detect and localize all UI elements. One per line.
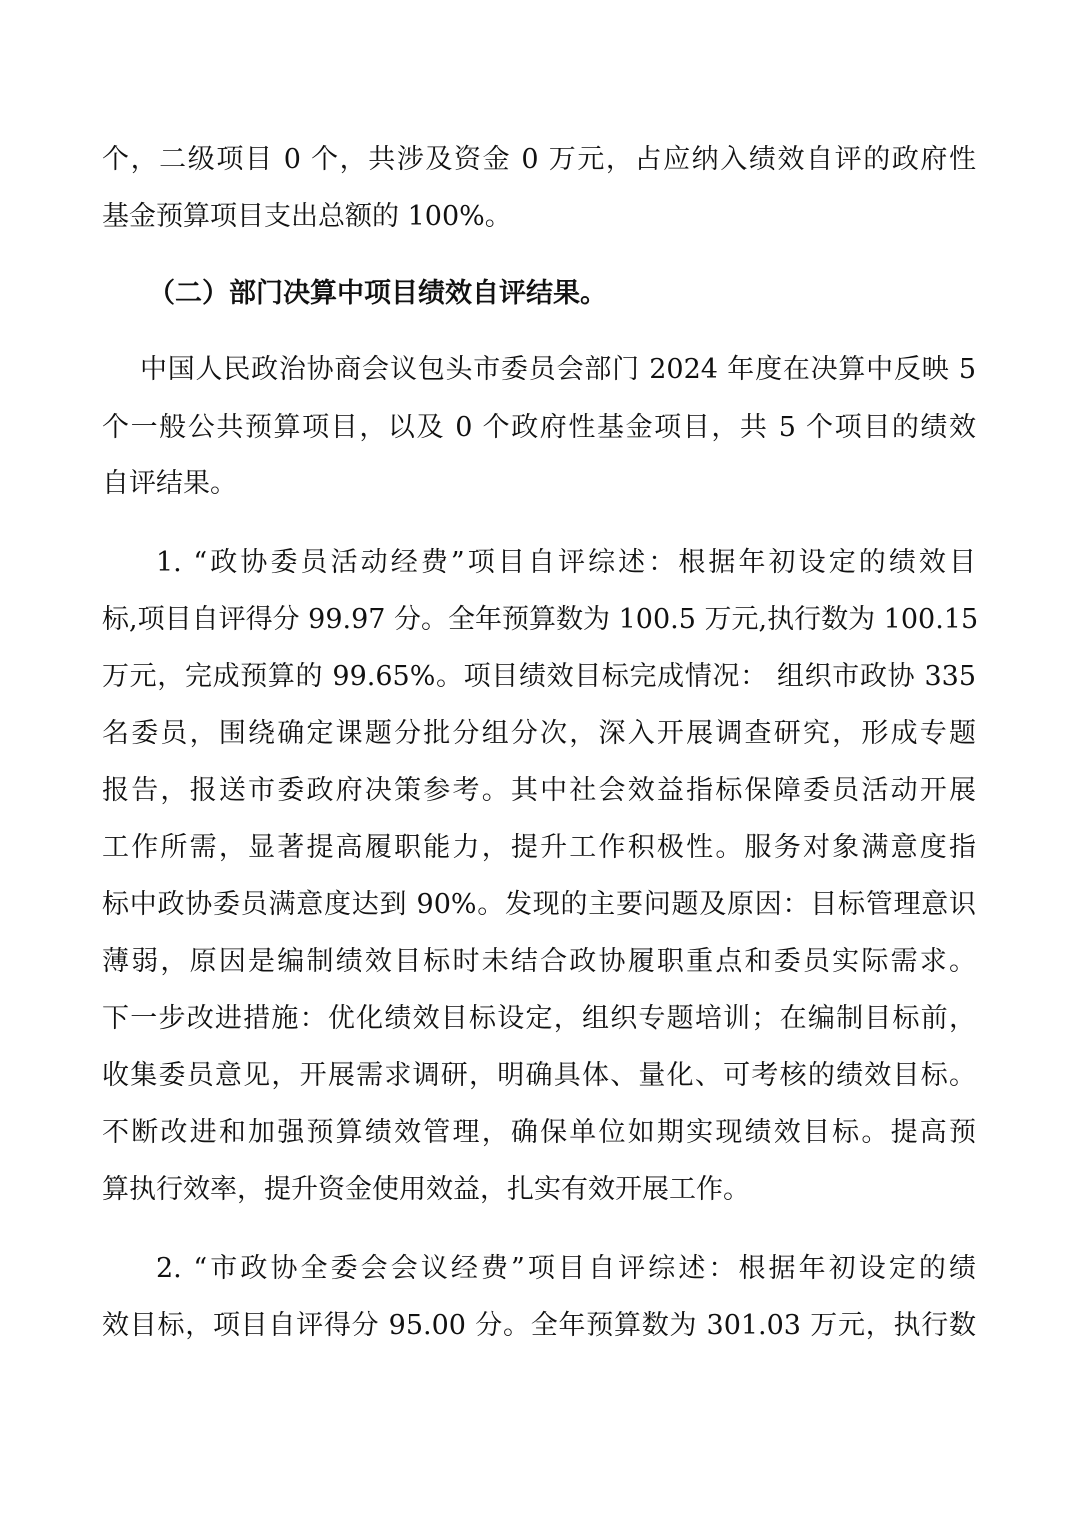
text-line: 薄弱，原因是编制绩效目标时未结合政协履职重点和委员实际需求。 xyxy=(102,946,976,977)
text-line: 效目标，项目自评得分 95.00 分。全年预算数为 301.03 万元，执行数 xyxy=(102,1310,976,1341)
text-line: 中国人民政治协商会议包头市委员会部门 2024 年度在决算中反映 5 xyxy=(140,354,976,385)
text-line: 名委员，围绕确定课题分批分组分次，深入开展调查研究，形成专题 xyxy=(102,718,976,749)
text-line: 下一步改进措施：优化绩效目标设定，组织专题培训；在编制目标前， xyxy=(102,1003,976,1034)
text-line: 算执行效率，提升资金使用效益，扎实有效开展工作。 xyxy=(102,1174,750,1205)
text-line: 收集委员意见，开展需求调研，明确具体、量化、可考核的绩效目标。 xyxy=(102,1060,976,1091)
text-line: 标中政协委员满意度达到 90%。发现的主要问题及原因：目标管理意识 xyxy=(102,889,976,920)
text-line: 2. “市政协全委会会议经费”项目自评综述：根据年初设定的绩 xyxy=(156,1253,976,1284)
text-line: 工作所需，显著提高履职能力，提升工作积极性。服务对象满意度指 xyxy=(102,832,976,863)
text-line: 个，二级项目 0 个，共涉及资金 0 万元，占应纳入绩效自评的政府性 xyxy=(102,144,976,175)
section-heading: （二）部门决算中项目绩效自评结果。 xyxy=(148,278,607,309)
text-line: 1. “政协委员活动经费”项目自评综述：根据年初设定的绩效目 xyxy=(156,547,976,578)
text-line: 个一般公共预算项目，以及 0 个政府性基金项目，共 5 个项目的绩效 xyxy=(102,412,976,443)
text-line: 万元，完成预算的 99.65%。项目绩效目标完成情况： 组织市政协 335 xyxy=(102,661,976,692)
text-line: 报告，报送市委政府决策参考。其中社会效益指标保障委员活动开展 xyxy=(102,775,976,806)
text-line: 自评结果。 xyxy=(102,468,237,499)
text-line: 标,项目自评得分 99.97 分。全年预算数为 100.5 万元,执行数为 100.15 xyxy=(102,604,979,635)
text-line: 基金预算项目支出总额的 100%。 xyxy=(102,201,512,232)
text-line: 不断改进和加强预算绩效管理，确保单位如期实现绩效目标。提高预 xyxy=(102,1117,976,1148)
